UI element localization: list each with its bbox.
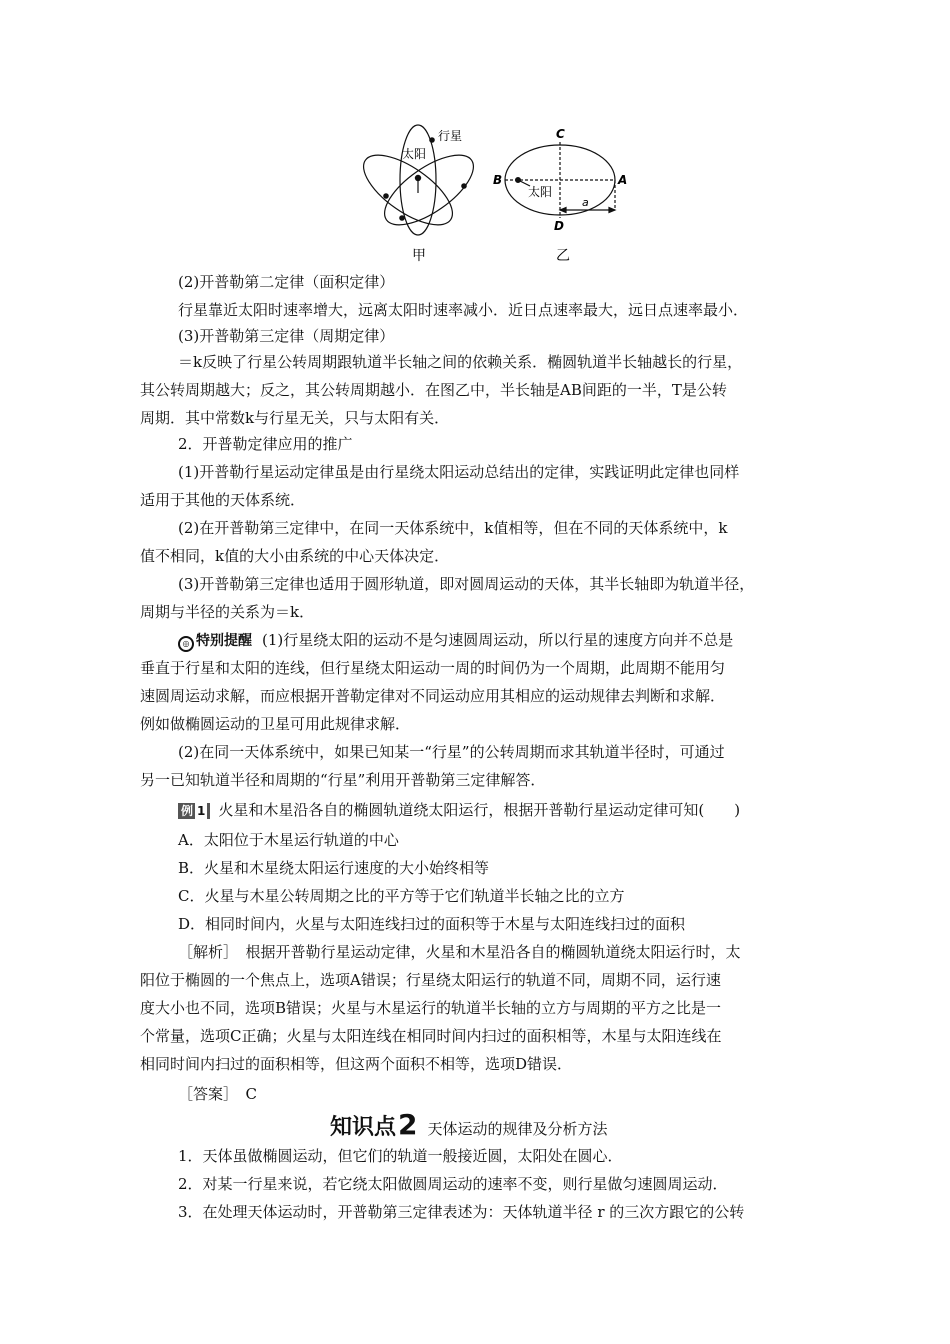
option-c: C．火星与木星公转周期之比的平方等于它们轨道半长轴之比的立方 bbox=[178, 887, 625, 905]
tip-label: 特别提醒 bbox=[196, 633, 252, 649]
planet-dot-2 bbox=[384, 194, 388, 198]
example-number: 1 bbox=[197, 804, 206, 818]
text-extension-2b: 值不相同，k值的大小由系统的中心天体决定． bbox=[140, 547, 450, 565]
figure-yi bbox=[505, 142, 615, 218]
text-extension-1b: 适用于其他的天体系统． bbox=[140, 491, 306, 509]
label-sun-right: 太阳 bbox=[528, 185, 553, 199]
option-b: B．火星和木星绕太阳运行速度的大小始终相等 bbox=[178, 859, 490, 877]
label-a: A bbox=[618, 173, 628, 187]
arrow-head-left bbox=[560, 208, 566, 213]
text-extension-3b: 周期与半径的关系为＝k． bbox=[140, 603, 315, 621]
kp-title: 知识点 bbox=[330, 1115, 397, 1140]
caption-yi: 乙 bbox=[556, 248, 570, 264]
option-d: D．相同时间内，火星与太阳连线扫过的面积等于木星与太阳连线扫过的面积 bbox=[178, 915, 686, 933]
tip-line-4: 例如做椭圆运动的卫星可用此规律求解． bbox=[140, 715, 411, 733]
tip-line-5: (2)在同一天体系统中，如果已知某一“行星”的公转周期而求其轨道半径时，可通过 bbox=[178, 743, 725, 761]
label-b: B bbox=[493, 173, 503, 187]
knowledge-point-heading bbox=[330, 1108, 950, 1146]
label-sun-left: 太阳 bbox=[402, 147, 427, 161]
kp-line-2: 2．对某一行星来说，若它绕太阳做圆周运动的速率不变，则行星做匀速圆周运动． bbox=[178, 1175, 728, 1193]
label-semi-axis: a bbox=[582, 196, 589, 209]
text-extension-2a: (2)在开普勒第三定律中，在同一天体系统中，k值相等，但在不同的天体系统中，k bbox=[178, 519, 728, 537]
kp-number: 2 bbox=[398, 1108, 418, 1141]
analysis-2: 阳位于椭圆的一个焦点上，选项A错误；行星绕太阳运行的轨道不同，周期不同，运行速 bbox=[140, 971, 721, 989]
text-third-law-1: ＝k反映了行星公转周期跟轨道半长轴之间的依赖关系．椭圆轨道半长轴越长的行星， bbox=[178, 353, 743, 371]
tip-text-1: (1)行星绕太阳的运动不是匀速圆周运动，所以行星的速度方向并不总是 bbox=[262, 631, 734, 649]
tip-icon: ◎ bbox=[178, 636, 194, 652]
text-extension-3a: (3)开普勒第三定律也适用于圆形轨道，即对圆周运动的天体，其半长轴即为轨道半径， bbox=[178, 575, 755, 593]
tip-line-1 bbox=[178, 630, 950, 652]
text-third-law-2: 其公转周期越大；反之，其公转周期越小．在图乙中，半长轴是AB间距的一半，T是公转 bbox=[140, 381, 727, 399]
heading-extension: 2．开普勒定律应用的推广 bbox=[178, 435, 353, 453]
analysis-3: 度大小也不同，选项B错误；火星与木星运行的轨道半长轴的立方与周期的平方之比是一 bbox=[140, 999, 722, 1017]
planet-dot-3 bbox=[400, 216, 404, 220]
analysis-5: 相同时间内扫过的面积相等，但这两个面积不相等，选项D错误． bbox=[140, 1055, 573, 1073]
label-planet: 行星 bbox=[438, 129, 463, 143]
label-d: D bbox=[554, 219, 564, 233]
orbit-diagram bbox=[350, 118, 640, 268]
analysis-1: ［解析］ 根据开普勒行星运动定律，火星和木星沿各自的椭圆轨道绕太阳运行时，太 bbox=[178, 943, 741, 961]
kp-line-1: 1．天体虽做椭圆运动，但它们的轨道一般接近圆，太阳处在圆心． bbox=[178, 1147, 623, 1165]
text-third-law-3: 周期．其中常数k与行星无关，只与太阳有关． bbox=[140, 409, 450, 427]
text-extension-1a: (1)开普勒行星运动定律虽是由行星绕太阳运动总结出的定律，实践证明此定律也同样 bbox=[178, 463, 740, 481]
kp-line-3: 3．在处理天体运动时，开普勒第三定律表述为：天体轨道半径 r 的三次方跟它的公转 bbox=[178, 1203, 745, 1221]
arrow-head-right bbox=[609, 208, 615, 213]
answer: ［答案］ C bbox=[178, 1085, 257, 1103]
analysis-4: 个常量，选项C正确；火星与太阳连线在相同时间内扫过的面积相等，木星与太阳连线在 bbox=[140, 1027, 722, 1045]
heading-third-law: (3)开普勒第三定律（周期定律） bbox=[178, 327, 395, 345]
figure-jia bbox=[353, 125, 484, 238]
heading-second-law: (2)开普勒第二定律（面积定律） bbox=[178, 273, 395, 291]
example-label: 例 bbox=[181, 804, 194, 818]
tip-line-6: 另一已知轨道半径和周期的“行星”利用开普勒第三定律解答． bbox=[140, 771, 546, 789]
label-c: C bbox=[556, 127, 565, 141]
example-question bbox=[178, 800, 950, 820]
kp-subtitle: 天体运动的规律及分析方法 bbox=[427, 1120, 608, 1138]
tip-line-2: 垂直于行星和太阳的连线，但行星绕太阳运动一周的时间仍为一个周期，此周期不能用匀 bbox=[140, 659, 726, 677]
tip-badge bbox=[178, 631, 252, 652]
option-a: A．太阳位于木星运行轨道的中心 bbox=[178, 831, 399, 849]
tip-line-3: 速圆周运动求解，而应根据开普勒定律对不同运动应用其相应的运动规律去判断和求解． bbox=[140, 687, 726, 705]
orbit-figures bbox=[350, 118, 640, 268]
planet-dot-1 bbox=[430, 138, 434, 142]
planet-dot-4 bbox=[462, 184, 466, 188]
text-second-law: 行星靠近太阳时速率增大，远离太阳时速率减小．近日点速率最大，远日点速率最小． bbox=[178, 301, 749, 319]
example-text: 火星和木星沿各自的椭圆轨道绕太阳运行，根据开普勒行星运动定律可知( ) bbox=[218, 801, 741, 819]
caption-jia: 甲 bbox=[412, 248, 426, 264]
example-badge bbox=[178, 803, 210, 819]
